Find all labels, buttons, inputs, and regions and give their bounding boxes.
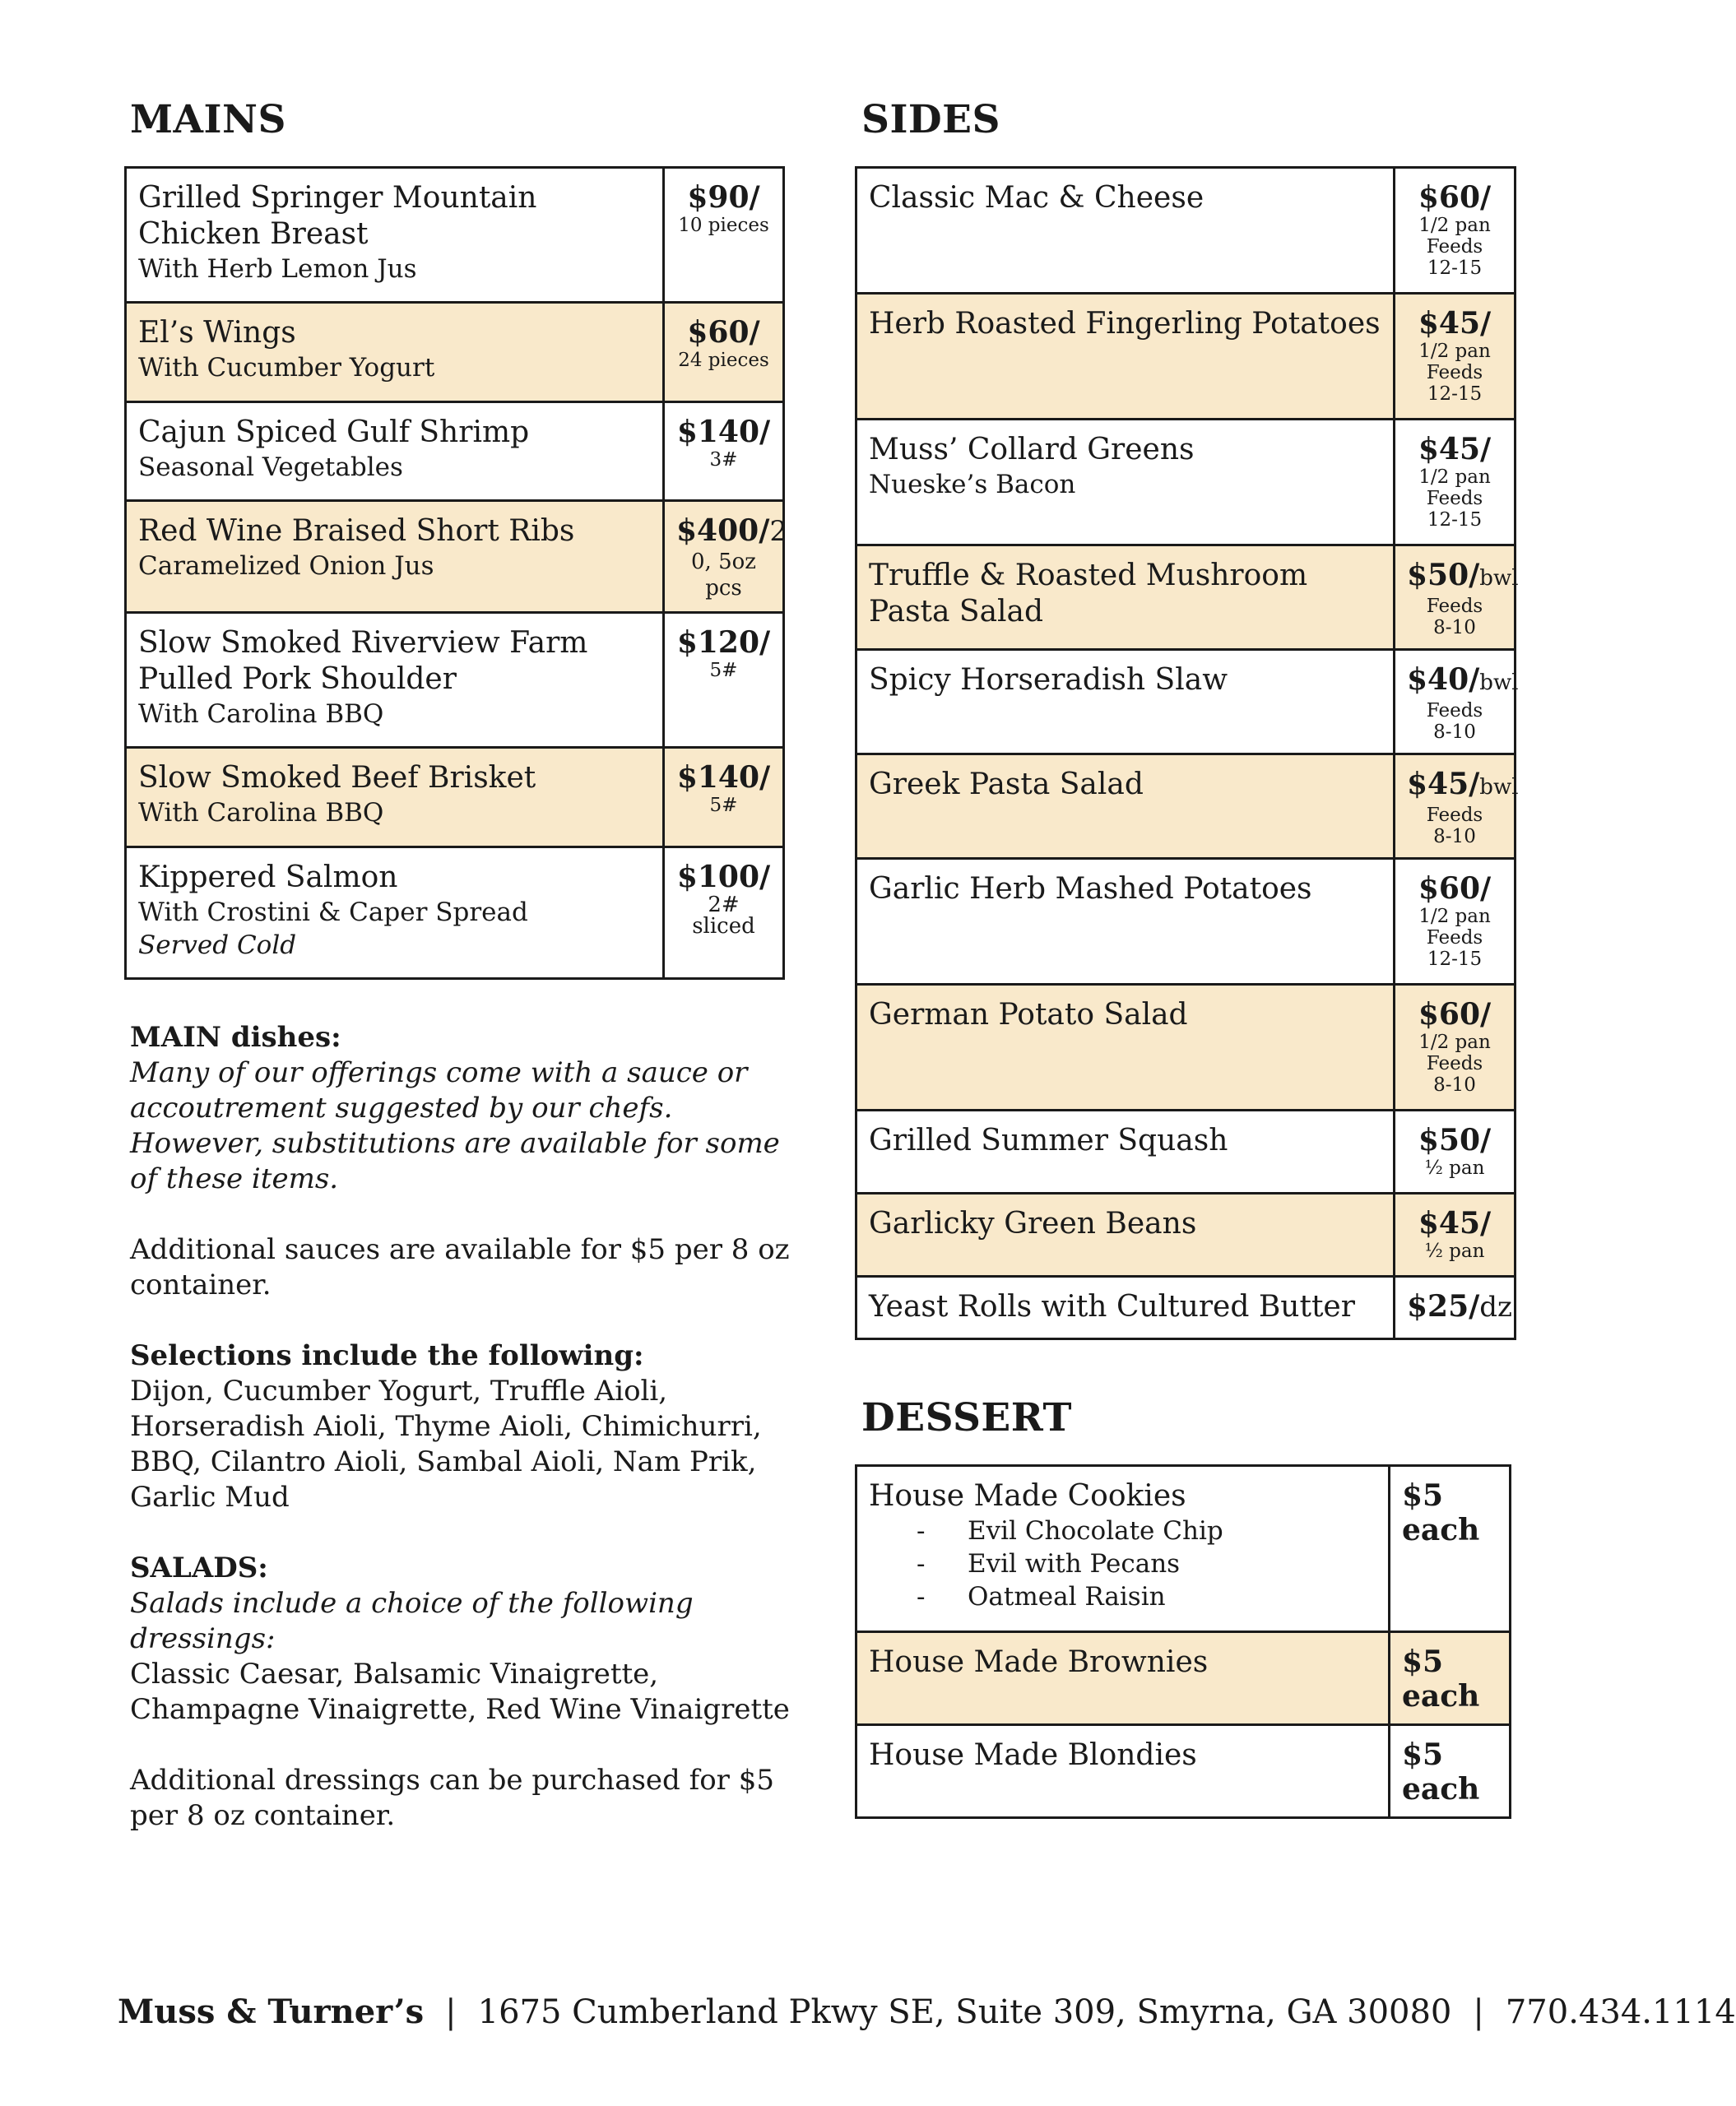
price-feeds: Feeds bbox=[1426, 596, 1483, 617]
table-row bbox=[856, 1466, 1511, 1632]
item-name: Classic Mac & Cheese bbox=[869, 181, 1205, 215]
item-price: $50/ bbox=[1407, 558, 1480, 592]
item-name: Slow Smoked Beef Brisket bbox=[138, 761, 536, 795]
menu-notes bbox=[130, 1020, 805, 1869]
item-name: House Made Cookies bbox=[869, 1479, 1186, 1513]
price-serves: 8-10 bbox=[1433, 617, 1476, 638]
list-item: - Evil Chocolate Chip bbox=[917, 1516, 1223, 1546]
salads-intro: Salads include a choice of the following dressings: bbox=[130, 1587, 694, 1655]
item-price: $5 bbox=[1402, 1737, 1444, 1772]
item-name: Yeast Rolls with Cultured Butter bbox=[869, 1290, 1355, 1324]
item-price: $60/ bbox=[687, 315, 760, 350]
footer-separator: | bbox=[445, 1993, 457, 2031]
dessert-table bbox=[855, 1464, 1511, 1819]
footer-phone: 770.434.1114 bbox=[1505, 1993, 1736, 2031]
price-feeds: Feeds bbox=[1426, 805, 1483, 826]
price-serves: 8-10 bbox=[1433, 826, 1476, 847]
item-price: $120/ bbox=[676, 625, 771, 660]
item-description: Seasonal Vegetables bbox=[138, 452, 403, 482]
list-item: - Oatmeal Raisin bbox=[917, 1582, 1166, 1612]
price-feeds: Feeds bbox=[1426, 1053, 1483, 1074]
price-serves: 12-15 bbox=[1427, 257, 1483, 279]
price-serves: 8-10 bbox=[1433, 721, 1476, 743]
salads-heading: SALADS: bbox=[130, 1552, 268, 1584]
item-price: $5 bbox=[1402, 1644, 1444, 1679]
item-name: Muss’ Collard Greens bbox=[869, 433, 1195, 466]
price-note: 5# bbox=[709, 660, 738, 681]
price-portion: 1/2 pan bbox=[1418, 341, 1491, 362]
price-feeds: Feeds bbox=[1426, 362, 1483, 383]
price-unit: bwl bbox=[1479, 775, 1519, 800]
item-name: Grilled Summer Squash bbox=[869, 1124, 1228, 1157]
price-portion: ½ pan bbox=[1424, 1241, 1485, 1262]
sauces-text: Additional sauces are available for $5 per 8 oz container. bbox=[130, 1233, 790, 1301]
item-price: $40/ bbox=[1407, 662, 1480, 697]
cookie-varieties bbox=[869, 1515, 1376, 1613]
table-row bbox=[126, 613, 784, 748]
item-price: $5 bbox=[1402, 1478, 1444, 1513]
item-name: El’s Wings bbox=[138, 316, 296, 350]
price-note: 24 pieces bbox=[678, 350, 769, 371]
item-price: $100/ bbox=[676, 860, 771, 894]
table-row bbox=[856, 168, 1516, 294]
table-row bbox=[126, 168, 784, 303]
table-row bbox=[126, 402, 784, 501]
item-price: $140/ bbox=[676, 415, 771, 449]
item-name: Red Wine Braised Short Ribs bbox=[138, 514, 575, 548]
dessert-title: DESSERT bbox=[861, 1395, 1072, 1440]
price-portion: 1/2 pan bbox=[1418, 906, 1491, 927]
table-row bbox=[856, 754, 1516, 859]
table-row bbox=[856, 294, 1516, 420]
item-name: Spicy Horseradish Slaw bbox=[869, 663, 1228, 697]
item-price: $45/ bbox=[1418, 1206, 1492, 1241]
mains-table bbox=[124, 166, 785, 980]
item-name: German Potato Salad bbox=[869, 998, 1188, 1032]
dressings-text: Additional dressings can be purchased for $5 per 8 oz container. bbox=[130, 1764, 774, 1832]
price-serves: 12-15 bbox=[1427, 949, 1483, 970]
item-description: With Cucumber Yogurt bbox=[138, 353, 435, 383]
footer bbox=[118, 1992, 1736, 2031]
sides-table bbox=[855, 166, 1519, 1340]
item-description: With Herb Lemon Jus bbox=[138, 254, 417, 284]
item-description: Caramelized Onion Jus bbox=[138, 551, 434, 581]
price-serves: 12-15 bbox=[1427, 509, 1483, 531]
item-price: $140/ bbox=[676, 760, 771, 795]
salads-dressings: Classic Caesar, Balsamic Vinaigrette, Champagne Vinaigrette, Red Wine Vinaigrette bbox=[130, 1658, 790, 1726]
price-serves: 8-10 bbox=[1433, 1074, 1476, 1096]
price-portion: 1/2 pan bbox=[1418, 466, 1491, 488]
item-name: Greek Pasta Salad bbox=[869, 768, 1144, 801]
price-portion: ½ pan bbox=[1424, 1157, 1485, 1179]
item-name: Slow Smoked Riverview Farm Pulled Pork Shoulder bbox=[138, 626, 588, 696]
price-note: each bbox=[1402, 1679, 1480, 1714]
main-dishes-text: Many of our offerings come with a sauce or accoutrement suggested by our chefs. However, substitutions are available for some of these items. bbox=[130, 1056, 780, 1195]
item-price-tail: 2 bbox=[769, 515, 787, 548]
item-name: Kippered Salmon bbox=[138, 860, 398, 894]
table-row bbox=[856, 1725, 1511, 1818]
price-unit: bwl bbox=[1479, 566, 1519, 591]
table-row bbox=[856, 545, 1516, 650]
price-note: 3# bbox=[709, 449, 738, 471]
price-feeds: Feeds bbox=[1426, 700, 1483, 721]
price-feeds: Feeds bbox=[1426, 236, 1483, 257]
table-row bbox=[856, 650, 1516, 754]
item-name: Cajun Spiced Gulf Shrimp bbox=[138, 415, 530, 449]
price-note: each bbox=[1402, 1513, 1480, 1547]
brand-name: Muss & Turner’s bbox=[118, 1992, 425, 2031]
item-price: $90/ bbox=[687, 180, 760, 215]
footer-separator: | bbox=[1473, 1993, 1484, 2031]
item-description: With Carolina BBQ bbox=[138, 699, 384, 729]
item-name: Herb Roasted Fingerling Potatoes bbox=[869, 307, 1381, 341]
item-description: Nueske’s Bacon bbox=[869, 470, 1076, 499]
table-row bbox=[856, 859, 1516, 985]
item-price: $60/ bbox=[1418, 871, 1492, 906]
table-row bbox=[856, 985, 1516, 1111]
price-note: 2# sliced bbox=[692, 893, 755, 939]
item-name: Garlic Herb Mashed Potatoes bbox=[869, 872, 1312, 906]
footer-address: 1675 Cumberland Pkwy SE, Suite 309, Smyrna, GA 30080 bbox=[477, 1993, 1452, 2031]
item-name: Garlicky Green Beans bbox=[869, 1207, 1197, 1241]
item-name: House Made Brownies bbox=[869, 1645, 1209, 1679]
price-feeds: Feeds bbox=[1426, 488, 1483, 509]
item-price: $60/ bbox=[1418, 180, 1492, 215]
item-description: With Crostini & Caper Spread bbox=[138, 898, 528, 927]
price-note: each bbox=[1402, 1772, 1480, 1807]
table-row bbox=[126, 748, 784, 847]
price-note: 5# bbox=[709, 795, 738, 816]
item-serving-note: Served Cold bbox=[138, 930, 297, 960]
selections-heading: Selections include the following: bbox=[130, 1339, 644, 1372]
price-portion: 1/2 pan bbox=[1418, 215, 1491, 236]
price-unit: dz bbox=[1479, 1291, 1512, 1324]
main-dishes-heading: MAIN dishes: bbox=[130, 1021, 341, 1054]
selections-text: Dijon, Cucumber Yogurt, Truffle Aioli, Horseradish Aioli, Thyme Aioli, Chimichurri, BBQ, Cilantro Aioli, Sambal Aioli, Nam Prik, Garlic Mud bbox=[130, 1375, 762, 1514]
item-description: With Carolina BBQ bbox=[138, 798, 384, 828]
table-row bbox=[856, 1194, 1516, 1277]
item-price: $25/ bbox=[1407, 1289, 1480, 1324]
mains-title: MAINS bbox=[130, 97, 286, 142]
price-feeds: Feeds bbox=[1426, 927, 1483, 949]
item-price: $45/ bbox=[1418, 306, 1492, 341]
price-note: 10 pieces bbox=[678, 215, 769, 236]
table-row bbox=[856, 1111, 1516, 1194]
item-price: $45/ bbox=[1407, 767, 1480, 801]
list-item: - Evil with Pecans bbox=[917, 1549, 1181, 1579]
sides-title: SIDES bbox=[861, 97, 1000, 142]
table-row bbox=[856, 1632, 1511, 1725]
item-price: $60/ bbox=[1418, 997, 1492, 1032]
price-portion: 1/2 pan bbox=[1418, 1032, 1491, 1053]
item-name: House Made Blondies bbox=[869, 1738, 1197, 1772]
table-row bbox=[126, 847, 784, 979]
item-name: Truffle & Roasted Mushroom Pasta Salad bbox=[869, 559, 1308, 629]
price-unit: bwl bbox=[1479, 670, 1519, 695]
item-price: $45/ bbox=[1418, 432, 1492, 466]
item-price: $50/ bbox=[1418, 1123, 1492, 1157]
item-name: Grilled Springer Mountain Chicken Breast bbox=[138, 181, 537, 251]
table-row bbox=[126, 501, 784, 613]
item-price: $400/ bbox=[676, 513, 770, 548]
table-row bbox=[126, 303, 784, 402]
price-note: 0, 5oz pcs bbox=[691, 550, 756, 601]
price-serves: 12-15 bbox=[1427, 383, 1483, 405]
table-row bbox=[856, 420, 1516, 545]
table-row bbox=[856, 1277, 1516, 1339]
